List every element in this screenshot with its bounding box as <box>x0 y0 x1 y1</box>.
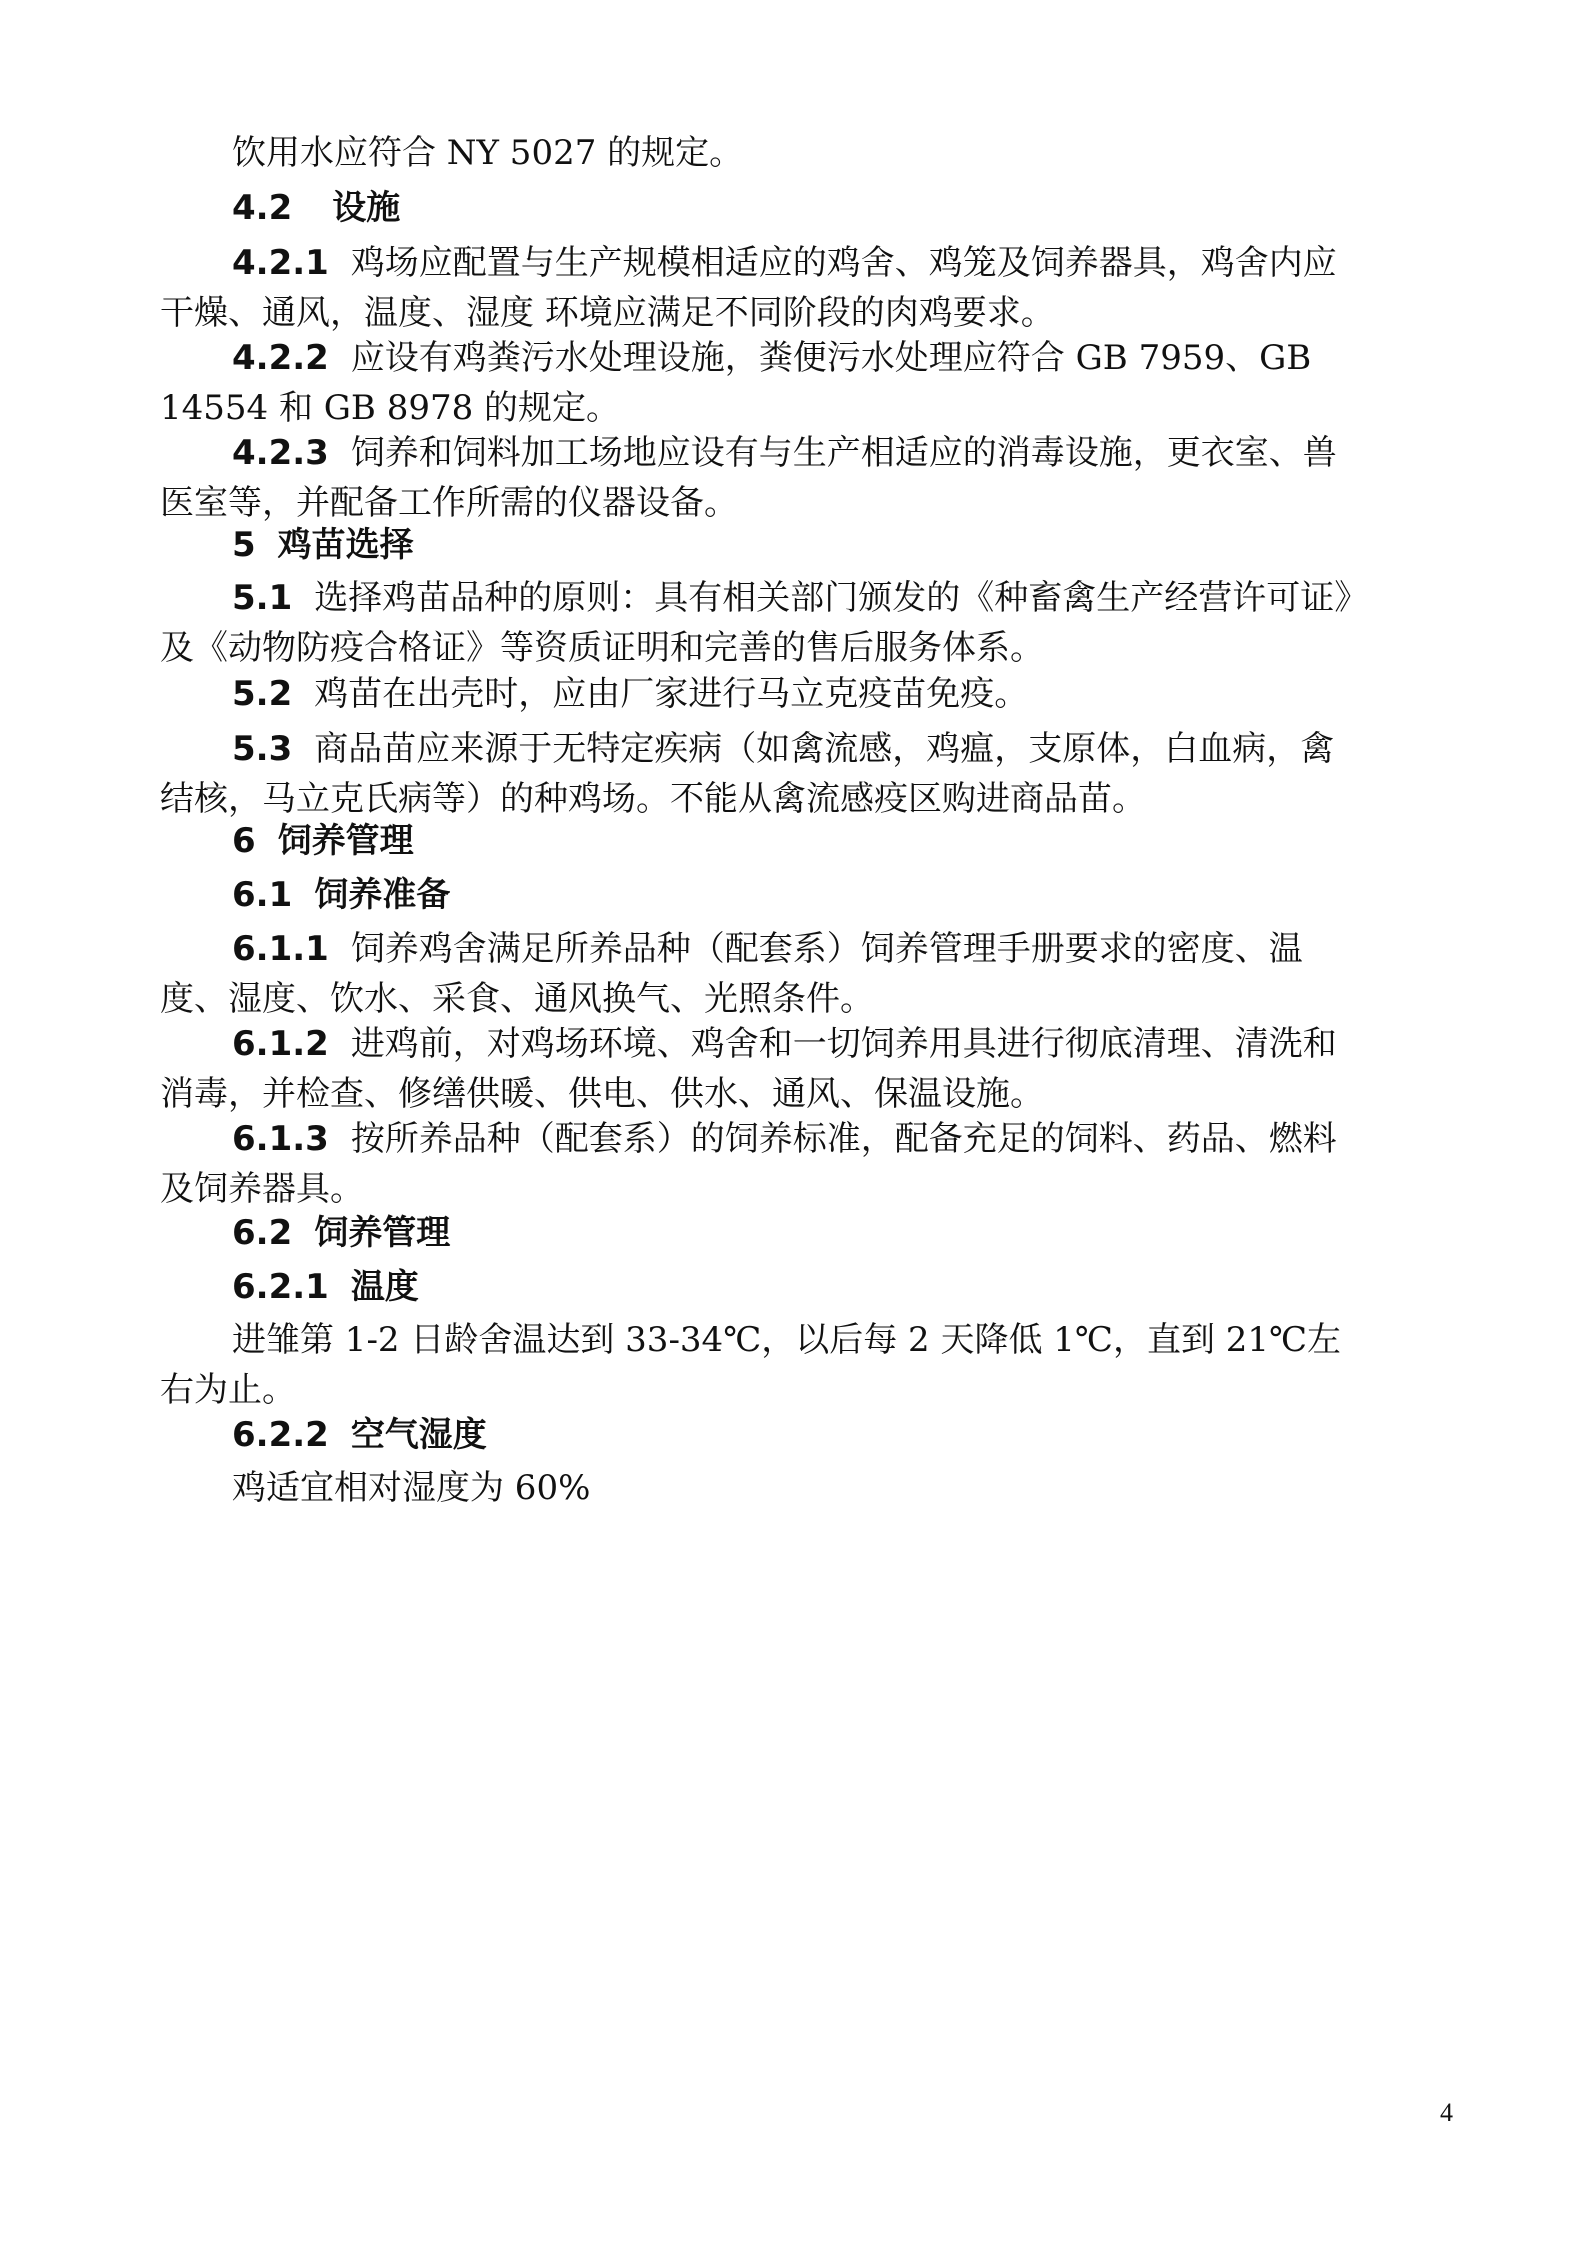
heading-6-2-1 <box>232 1262 1355 1312</box>
section-number: 5.1 <box>232 578 293 618</box>
section-title: 空气湿度 <box>350 1415 487 1455</box>
heading-4-2 <box>232 183 1355 233</box>
paragraph-text: 饲养和饲料加工场地应设有与生产相适应的消毒设施，更衣室、兽医室等，并配备工作所需的仪器设备。 <box>160 433 1337 523</box>
paragraph-text: 进鸡前，对鸡场环境、鸡舍和一切饲养用具进行彻底清理、清洗和消毒，并检查、修缮供暖、供电、供水、通风、保温设施。 <box>160 1024 1337 1114</box>
section-title: 饲养管理 <box>277 821 414 861</box>
heading-6-2 <box>232 1208 1355 1258</box>
paragraph-text: 应设有鸡粪污水处理设施，粪便污水处理应符合 GB 7959、GB 14554 和 GB 8978 的规定。 <box>160 338 1312 428</box>
paragraph-6-1-3 <box>160 1114 1355 1214</box>
page-number: 4 <box>1440 2098 1453 2127</box>
heading-5 <box>232 520 1355 570</box>
heading-6-1 <box>232 870 1355 920</box>
paragraph-5-2 <box>160 669 1355 719</box>
section-number: 4.2.3 <box>232 433 329 473</box>
paragraph-5-1 <box>160 573 1355 673</box>
paragraph-text: 饲养鸡舍满足所养品种（配套系）饲养管理手册要求的密度、温度、湿度、饮水、采食、通风换气、光照条件。 <box>160 929 1303 1019</box>
section-number: 4.2.2 <box>232 338 329 378</box>
paragraph-text: 按所养品种（配套系）的饲养标准，配备充足的饲料、药品、燃料及饲养器具。 <box>160 1119 1337 1209</box>
section-title: 鸡苗选择 <box>277 525 414 565</box>
paragraph-text: 鸡适宜相对湿度为 60% <box>232 1468 591 1508</box>
paragraph-water <box>160 128 1355 178</box>
paragraph-text: 商品苗应来源于无特定疾病（如禽流感，鸡瘟，支原体，白血病，禽结核，马立克氏病等）的种鸡场。不能从禽流感疫区购进商品苗。 <box>160 729 1335 819</box>
section-number: 6.2 <box>232 1213 293 1253</box>
section-number: 5 <box>232 525 256 565</box>
paragraph-4-2-1 <box>160 238 1355 338</box>
paragraph-6-1-2 <box>160 1019 1355 1119</box>
section-number: 6.1.3 <box>232 1119 329 1159</box>
paragraph-4-2-3 <box>160 428 1355 528</box>
paragraph-6-2-2 <box>160 1463 1355 1513</box>
paragraph-6-1-1 <box>160 924 1355 1024</box>
paragraph-text: 选择鸡苗品种的原则：具有相关部门颁发的《种畜禽生产经营许可证》及《动物防疫合格证》等资质证明和完善的售后服务体系。 <box>160 578 1352 668</box>
section-number: 6 <box>232 821 256 861</box>
section-title: 饲养准备 <box>314 875 451 915</box>
paragraph-text: 饮用水应符合 NY 5027 的规定。 <box>232 133 744 173</box>
paragraph-text: 鸡场应配置与生产规模相适应的鸡舍、鸡笼及饲养器具，鸡舍内应干燥、通风，温度、湿度 环境应满足不同阶段的肉鸡要求。 <box>160 243 1337 333</box>
section-title: 设施 <box>332 188 401 228</box>
section-number: 6.1.2 <box>232 1024 329 1064</box>
section-title: 饲养管理 <box>314 1213 451 1253</box>
section-number: 4.2 <box>232 188 293 228</box>
paragraph-4-2-2 <box>160 333 1355 433</box>
heading-6 <box>232 816 1355 866</box>
paragraph-5-3 <box>160 724 1355 824</box>
section-number: 4.2.1 <box>232 243 329 283</box>
paragraph-text: 进雏第 1-2 日龄舍温达到 33-34℃，以后每 2 天降低 1℃，直到 21℃左右为止。 <box>160 1320 1342 1410</box>
section-number: 6.2.2 <box>232 1415 329 1455</box>
section-number: 6.1 <box>232 875 293 915</box>
heading-6-2-2 <box>232 1410 1355 1460</box>
section-number: 6.2.1 <box>232 1267 329 1307</box>
section-number: 5.3 <box>232 729 293 769</box>
paragraph-text: 鸡苗在出壳时，应由厂家进行马立克疫苗免疫。 <box>314 674 1029 714</box>
section-number: 5.2 <box>232 674 293 714</box>
section-number: 6.1.1 <box>232 929 329 969</box>
paragraph-6-2-1 <box>160 1315 1355 1415</box>
section-title: 温度 <box>350 1267 419 1307</box>
